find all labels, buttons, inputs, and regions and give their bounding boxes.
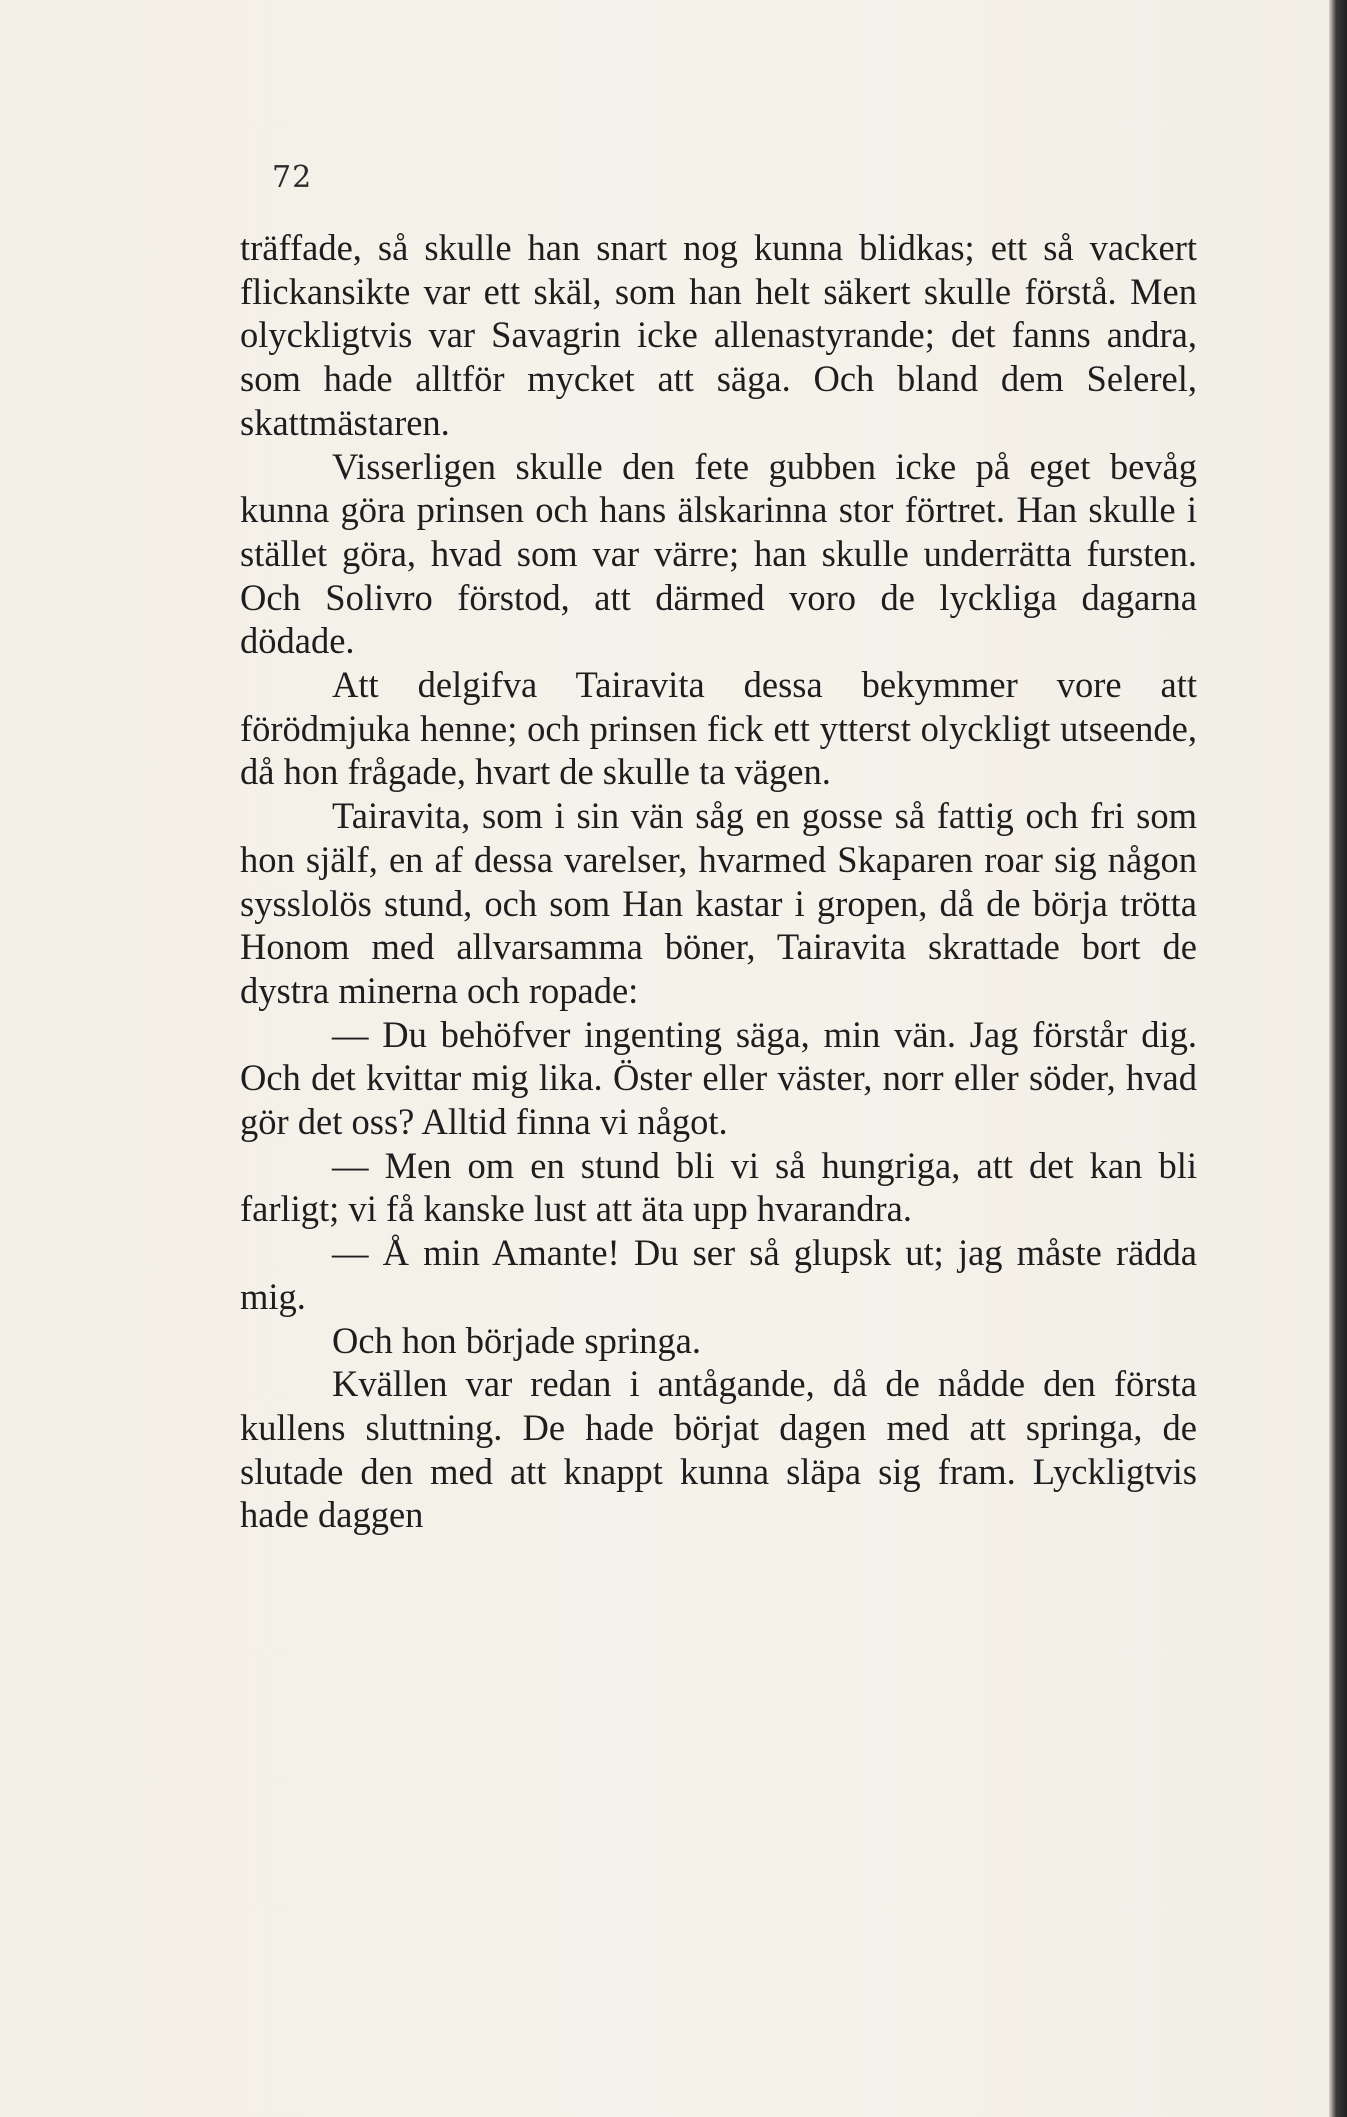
paragraph: Tairavita, som i sin vän såg en gosse så fattig och fri som hon själf, en af dessa varelser, hvarmed Skaparen roar sig någon sysslolös stund, och som Han kastar i gropen, då de börja trötta Honom med allvarsamma böner, Tairavita skrattade bort de dystra minerna och ropade: [240, 795, 1197, 1011]
book-spine-edge [1329, 0, 1347, 2117]
paragraph: Visserligen skulle den fete gubben icke på eget bevåg kunna göra prinsen och hans älskarinna stor förtret. Han skulle i stället göra, hvad som var värre; han skulle underrätta fursten. Och Solivro förstod, att därmed voro de lyckliga dagarna dödade. [240, 445, 1197, 662]
paragraph: — Å min Amante! Du ser så glupsk ut; jag måste rädda mig. [240, 1232, 1197, 1317]
paragraph: Och hon började springa. [332, 1319, 701, 1361]
paragraph: Att delgifva Tairavita dessa bekymmer vore att förödmjuka henne; och prinsen fick ett ytterst olyckligt utseende, då hon frågade, hvart de skulle ta vägen. [240, 664, 1197, 793]
paragraph: träffade, så skulle han snart nog kunna blidkas; ett så vackert flickansikte var ett skäl, som han helt säkert skulle förstå. Men olyckligtvis var Savagrin icke allenastyrande; det fanns andra, som hade alltför mycket att säga. Och bland dem Selerel, skattmästaren. [240, 227, 1197, 443]
paragraph: — Men om en stund bli vi så hungriga, att det kan bli farligt; vi få kanske lust att äta upp hvarandra. [240, 1144, 1197, 1230]
paragraph: Kvällen var redan i antågande, då de nådde den första kullens sluttning. De hade börjat dagen med att springa, de slutade den med att knappt kunna släpa sig fram. Lyckligtvis hade daggen [240, 1363, 1197, 1536]
page-number: 72 [272, 160, 313, 195]
body-text [240, 226, 1197, 1537]
paragraph: — Du behöfver ingenting säga, min vän. Jag förstår dig. Och det kvittar mig lika. Öster eller väster, norr eller söder, hvad gör det oss? Alltid finna vi något. [240, 1013, 1197, 1143]
